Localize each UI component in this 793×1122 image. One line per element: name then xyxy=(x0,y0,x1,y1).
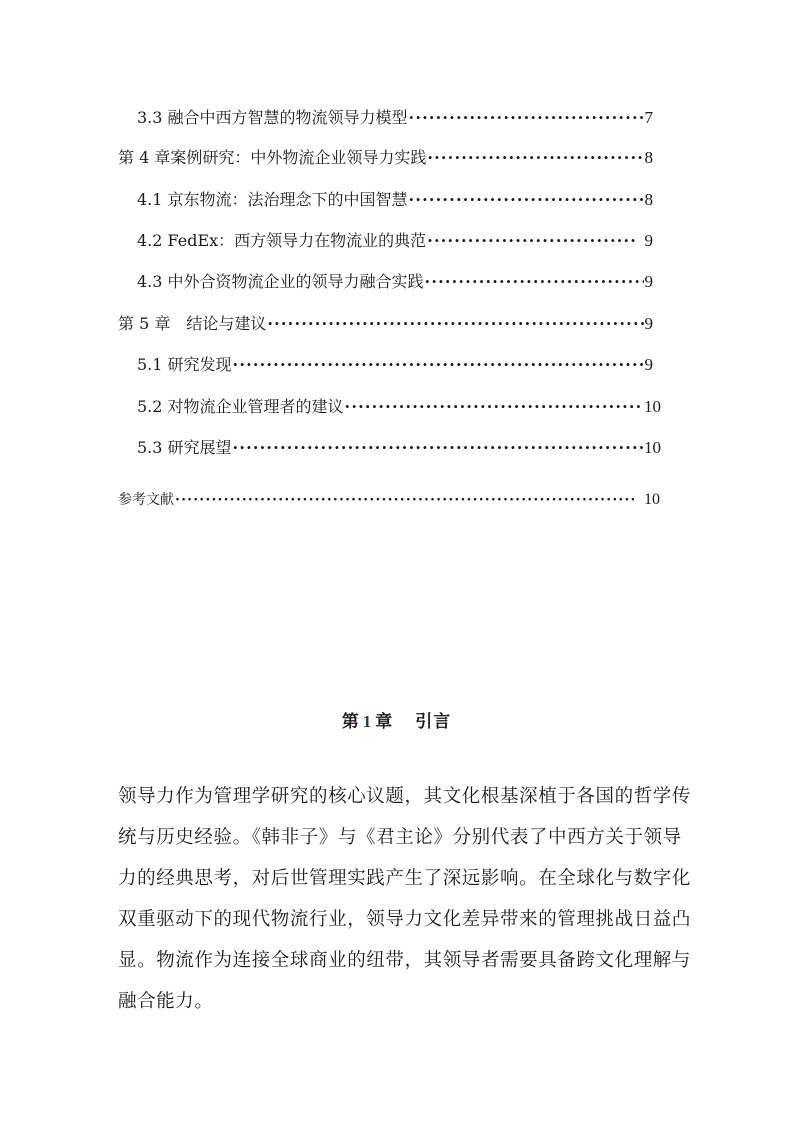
toc-entry-label: 4.2 FedEx：西方领导力在物流业的典范 xyxy=(137,231,427,250)
toc-leader-dots xyxy=(175,490,634,510)
intro-paragraph xyxy=(118,776,692,1022)
toc-entry-page: 9 xyxy=(644,272,653,291)
chapter-heading xyxy=(0,707,793,732)
toc-entry-chapter-5[interactable] xyxy=(118,314,653,334)
paragraph-line: 领导力作为管理学研究的核心议题，其文化根基深植于各国的哲学传 xyxy=(118,786,692,807)
toc-leader-dots xyxy=(409,108,644,128)
chapter-prefix: 第 xyxy=(341,712,360,732)
chapter-suffix: 章 xyxy=(375,712,394,732)
toc-entry-label: 第 5 章 结论与建议 xyxy=(118,314,267,333)
toc-entry-4-3[interactable] xyxy=(137,272,653,292)
toc-entry-5-2[interactable] xyxy=(137,397,661,417)
toc-entry-chapter-4[interactable] xyxy=(118,148,653,168)
toc-entry-label: 第 4 章案例研究：中外物流企业领导力实践 xyxy=(118,148,427,167)
toc-entry-page: 8 xyxy=(644,190,653,209)
toc-entry-4-1[interactable] xyxy=(137,190,653,210)
toc-entry-page: 10 xyxy=(644,397,661,416)
toc-entry-3-3[interactable] xyxy=(137,108,653,128)
paragraph-line: 双重驱动下的现代物流行业，领导力文化差异带来的管理挑战日益凸 xyxy=(118,909,692,930)
toc-entry-label: 5.3 研究展望 xyxy=(137,438,232,457)
toc-leader-dots xyxy=(425,272,644,292)
toc-entry-page: 9 xyxy=(644,231,653,250)
toc-entry-page: 9 xyxy=(644,355,653,374)
toc-entry-page: 10 xyxy=(644,438,661,457)
chapter-title: 引言 xyxy=(415,712,452,732)
toc-entry-page: 10 xyxy=(644,491,660,508)
paragraph-line: 统与历史经验。《韩非子》与《君主论》分别代表了中西方关于领导 xyxy=(118,827,682,848)
toc-entry-label: 5.2 对物流企业管理者的建议 xyxy=(137,397,344,416)
toc-entry-5-1[interactable] xyxy=(137,355,653,375)
toc-leader-dots xyxy=(427,231,636,251)
toc-leader-dots xyxy=(233,355,644,375)
toc-entry-page: 9 xyxy=(644,314,653,333)
toc-entry-page: 8 xyxy=(644,148,653,167)
toc-entry-4-2[interactable] xyxy=(137,231,653,251)
toc-entry-label: 5.1 研究发现 xyxy=(137,355,232,374)
toc-entry-page: 7 xyxy=(644,108,653,127)
toc-leader-dots xyxy=(267,314,643,334)
toc-entry-references[interactable] xyxy=(118,490,660,510)
toc-entry-5-3[interactable] xyxy=(137,438,661,458)
toc-entry-label: 4.1 京东物流：法治理念下的中国智慧 xyxy=(137,190,408,209)
chapter-number: 1 xyxy=(362,712,373,731)
toc-entry-label: 3.3 融合中西方智慧的物流领导力模型 xyxy=(137,108,408,127)
paragraph-line: 显。物流作为连接全球商业的纽带，其领导者需要具备跨文化理解与 xyxy=(118,950,692,971)
paragraph-line: 力的经典思考，对后世管理实践产生了深远影响。在全球化与数字化 xyxy=(118,868,692,889)
paragraph-line: 融合能力。 xyxy=(118,991,214,1012)
toc-leader-dots xyxy=(345,397,643,417)
toc-entry-label: 4.3 中外合资物流企业的领导力融合实践 xyxy=(137,272,424,291)
toc-leader-dots xyxy=(233,438,643,458)
toc-leader-dots xyxy=(409,190,644,210)
toc-leader-dots xyxy=(427,148,643,168)
toc-entry-label: 参考文献 xyxy=(118,492,174,508)
